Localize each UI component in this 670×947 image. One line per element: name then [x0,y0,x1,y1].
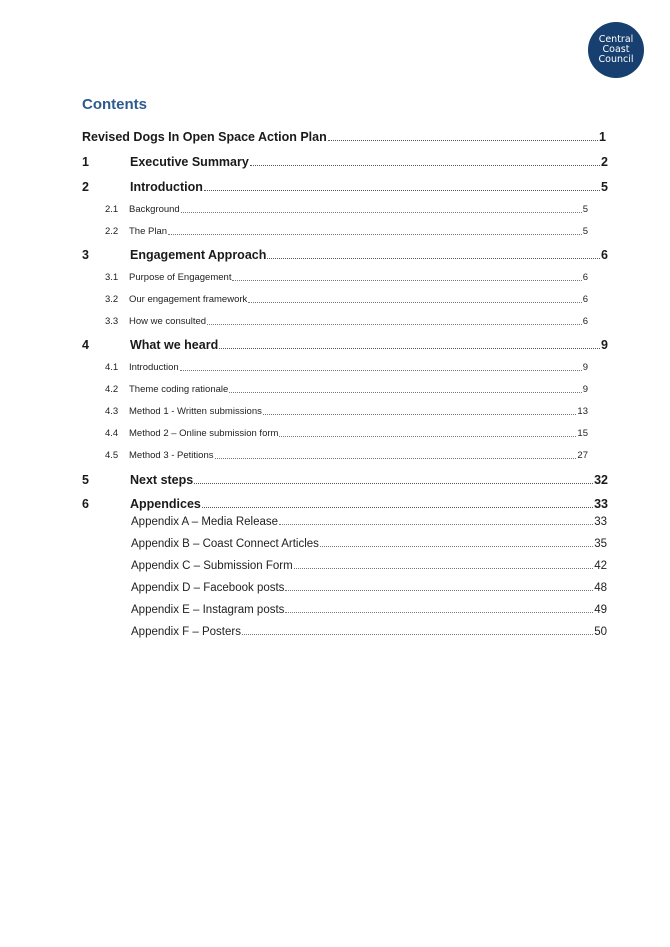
toc-appendix-d[interactable] [131,579,607,594]
toc-entry-page: 33 [594,516,607,528]
toc-entry-number: 1 [82,155,89,169]
toc-entry-number: 6 [82,497,89,511]
toc-leader-dots [219,348,600,349]
toc-entry-page: 6 [582,294,588,305]
toc-entry-number: 3.1 [105,272,119,283]
toc-leader-dots [168,234,582,235]
toc-entry-page: 50 [594,626,607,638]
toc-entry-label: Appendix D – Facebook posts [131,582,285,594]
toc-entry-label: Next steps [130,473,194,487]
toc-entry-label: Method 1 - Written submissions [129,406,262,417]
toc-leader-dots [250,165,600,166]
toc-entry-number: 4.4 [105,428,119,439]
toc-leader-dots [328,140,598,141]
toc-entry-page: 48 [594,582,607,594]
toc-entry-page: 49 [594,604,607,616]
toc-appendix-f[interactable] [131,623,607,638]
toc-entry-label: Engagement Approach [130,248,267,262]
toc-entry-3-2[interactable] [105,293,588,305]
toc-entry-page: 15 [577,428,588,439]
toc-entry-4-2[interactable] [105,383,588,395]
toc-entry-4-1[interactable] [105,361,588,373]
toc-entry-page: 9 [601,338,608,352]
toc-entry-page: 5 [601,180,608,194]
toc-entry-page: 9 [582,384,588,395]
toc-leader-dots [229,392,581,393]
toc-appendix-a[interactable] [131,513,607,528]
toc-leader-dots [232,280,581,281]
toc-entry-label: Appendix F – Posters [131,626,241,638]
toc-entry-1[interactable] [82,153,608,169]
logo-line-2: Coast [602,44,630,55]
toc-leader-dots [320,546,593,547]
toc-entry-page: 6 [582,316,588,327]
toc-appendix-c[interactable] [131,557,607,572]
toc-leader-dots [263,414,577,415]
toc-entry-number: 2 [82,180,89,194]
toc-entry-label: Theme coding rationale [129,384,229,395]
toc-entry-3-1[interactable] [105,271,588,283]
toc-entry-page: 42 [594,560,607,572]
toc-entry-label: Purpose of Engagement [129,272,232,283]
toc-leader-dots [279,436,576,437]
logo-line-1: Central [598,34,634,45]
toc-entry-label: Our engagement framework [129,294,248,305]
toc-entry-page: 27 [577,450,588,461]
toc-entry-4[interactable] [82,336,608,352]
toc-leader-dots [207,324,582,325]
toc-entry-2[interactable] [82,178,608,194]
toc-entry-3-3[interactable] [105,315,588,327]
toc-entry-4-5[interactable] [105,449,588,461]
toc-entry-page: 6 [582,272,588,283]
toc-entry-label: Executive Summary [130,155,249,169]
toc-leader-dots [180,370,582,371]
toc-leader-dots [248,302,581,303]
logo-line-3: Council [598,54,634,65]
toc-leader-dots [215,458,577,459]
toc-entry-page: 2 [601,155,608,169]
toc-entry-page: 32 [594,473,608,487]
toc-entry-number: 3 [82,248,89,262]
toc-entry-number: 3.2 [105,294,119,305]
toc-entry-number: 4.2 [105,384,119,395]
toc-entry-number: 4 [82,338,89,352]
contents-heading: Contents [82,96,147,113]
toc-entry-main-title[interactable] [82,128,606,144]
toc-entry-label: Appendix A – Media Release [131,516,279,528]
toc-entry-page: 13 [577,406,588,417]
toc-entry-label: Appendix E – Instagram posts [131,604,285,616]
toc-entry-page: 5 [582,226,588,237]
toc-entry-number: 2.2 [105,226,119,237]
toc-entry-page: 35 [594,538,607,550]
toc-entry-number: 4.3 [105,406,119,417]
toc-leader-dots [285,612,593,613]
toc-leader-dots [267,258,600,259]
toc-entry-5[interactable] [82,471,608,487]
toc-entry-page: 6 [601,248,608,262]
toc-entry-page: 5 [582,204,588,215]
toc-entry-6[interactable] [82,495,608,511]
toc-leader-dots [294,568,593,569]
toc-entry-label: Revised Dogs In Open Space Action Plan [82,130,327,144]
toc-leader-dots [202,507,593,508]
toc-entry-label: Introduction [130,180,203,194]
toc-entry-label: Appendices [130,497,201,511]
toc-entry-page: 33 [594,497,608,511]
toc-appendix-e[interactable] [131,601,607,616]
toc-entry-number: 4.1 [105,362,119,373]
toc-entry-4-3[interactable] [105,405,588,417]
toc-entry-label: Method 2 – Online submission form [129,428,279,439]
toc-entry-number: 3.3 [105,316,119,327]
toc-entry-2-2[interactable] [105,225,588,237]
toc-leader-dots [194,483,593,484]
toc-entry-number: 4.5 [105,450,119,461]
toc-entry-4-4[interactable] [105,427,588,439]
toc-leader-dots [285,590,593,591]
toc-entry-label: What we heard [130,338,219,352]
toc-leader-dots [242,634,593,635]
toc-appendix-b[interactable] [131,535,607,550]
toc-entry-label: Appendix B – Coast Connect Articles [131,538,319,550]
toc-entry-label: Method 3 - Petitions [129,450,214,461]
toc-entry-label: Background [129,204,180,215]
toc-entry-number: 5 [82,473,89,487]
toc-entry-2-1[interactable] [105,203,588,215]
toc-entry-page: 9 [582,362,588,373]
toc-leader-dots [181,212,582,213]
toc-entry-page: 1 [599,130,606,144]
toc-entry-label: The Plan [129,226,168,237]
toc-entry-label: How we consulted [129,316,207,327]
toc-entry-3[interactable] [82,246,608,262]
toc-entry-label: Introduction [129,362,179,373]
toc-entry-number: 2.1 [105,204,119,215]
council-logo [588,22,644,78]
toc-leader-dots [204,190,600,191]
toc-leader-dots [279,524,593,525]
toc-entry-label: Appendix C – Submission Form [131,560,293,572]
